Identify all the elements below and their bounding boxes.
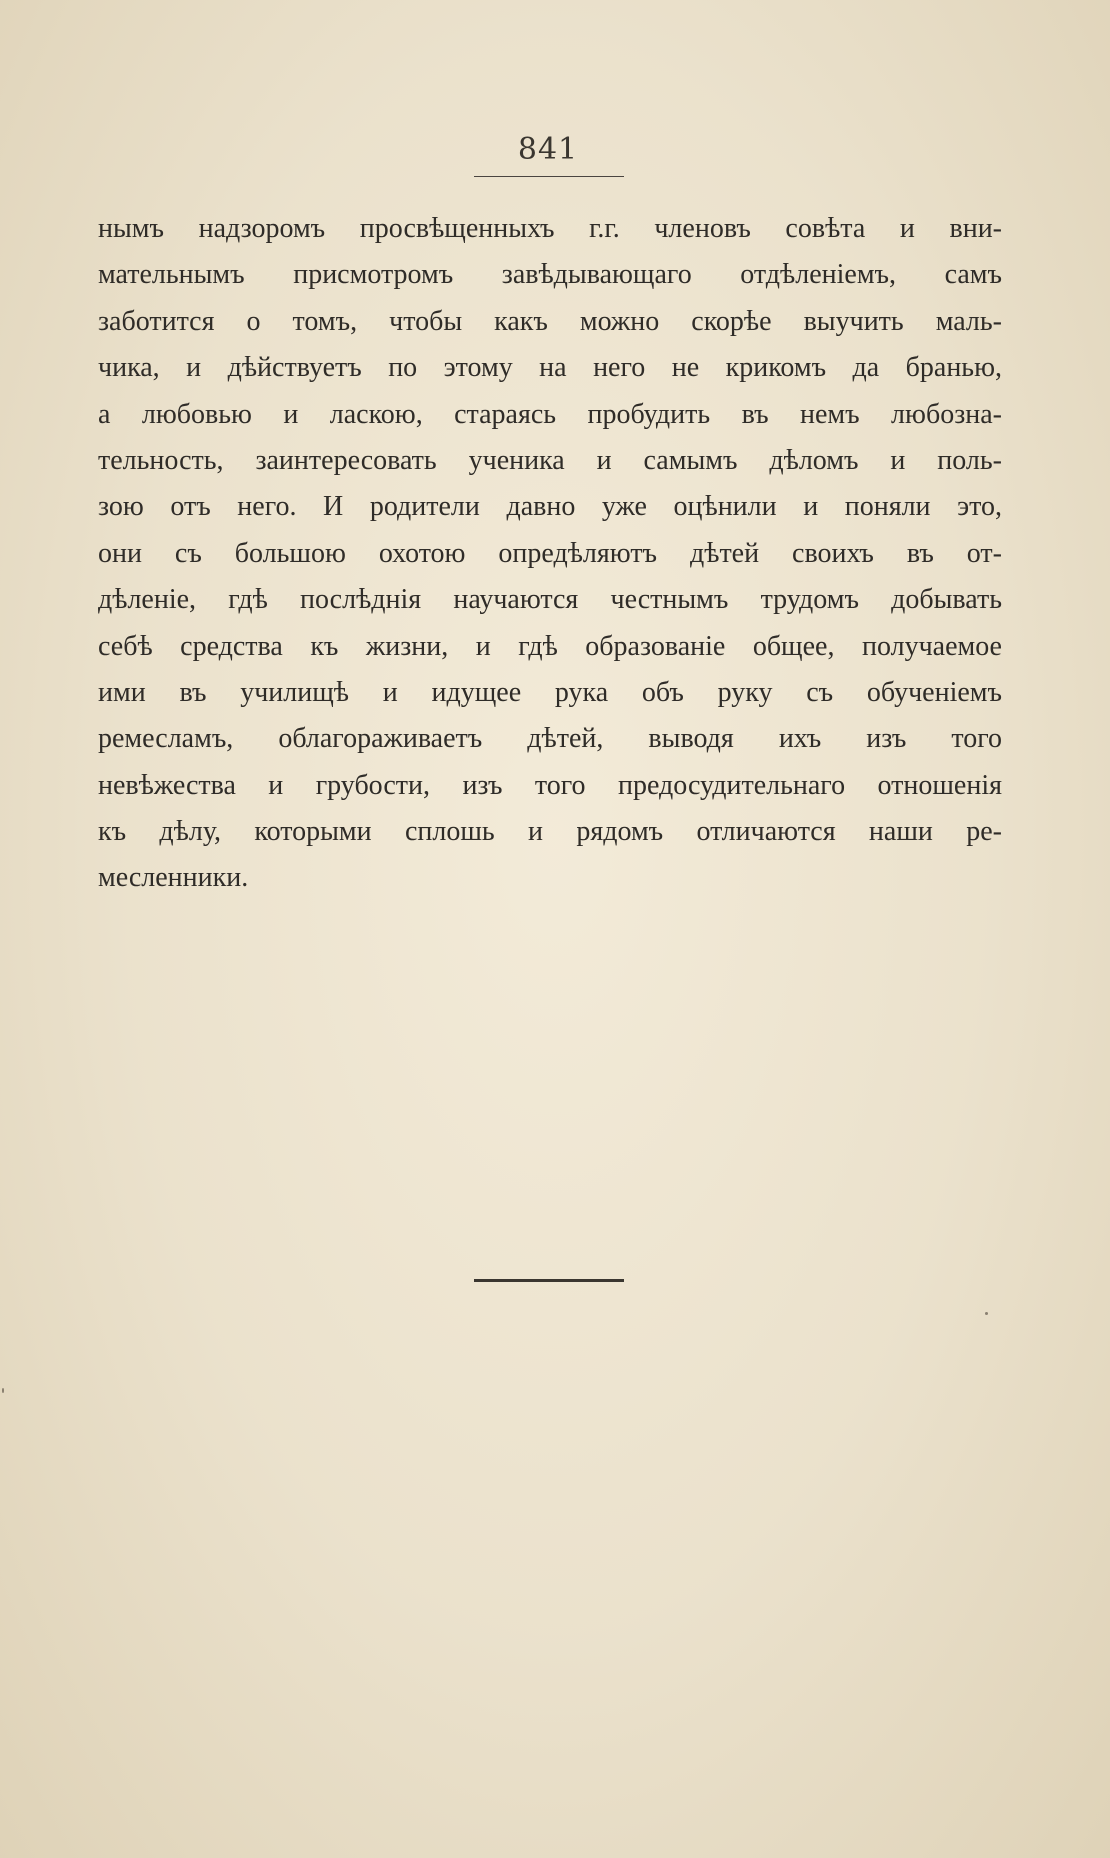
text-line: мательнымъ присмотромъ завѣдывающаго отдѣленіемъ, самъ [98, 259, 1002, 291]
text-line: месленники. [98, 862, 249, 894]
text-line: они съ большою охотою опредѣляютъ дѣтей своихъ въ от- [98, 537, 1002, 569]
page-number: 841 [517, 132, 579, 167]
header-rule [474, 176, 624, 177]
text-line: заботится о томъ, чтобы какъ можно скорѣе выучить маль- [98, 305, 1002, 337]
text-line: ими въ училищѣ и идущее рука объ руку съ обученіемъ [98, 676, 1002, 708]
text-line: дѣленіе, гдѣ послѣднія научаются честнымъ трудомъ добывать [98, 584, 1002, 616]
paper-speck [2, 1388, 4, 1393]
text-line: чика, и дѣйствуетъ по этому на него не крикомъ да бранью, [98, 352, 1002, 384]
body-text [98, 206, 1002, 902]
end-rule [474, 1279, 624, 1282]
text-line: невѣжества и грубости, изъ того предосудительнаго отношенія [98, 769, 1002, 801]
text-line: къ дѣлу, которыми сплошь и рядомъ отличаются наши ре- [98, 816, 1002, 848]
text-line: тельность, заинтересовать ученика и самымъ дѣломъ и поль- [98, 444, 1002, 476]
text-line: а любовью и ласкою, стараясь пробудить въ немъ любозна- [98, 398, 1002, 430]
paper-speck [985, 1312, 988, 1315]
text-line: ремесламъ, облагораживаетъ дѣтей, выводя ихъ изъ того [98, 723, 1002, 755]
text-line: нымъ надзоромъ просвѣщенныхъ г.г. членовъ совѣта и вни- [98, 213, 1002, 244]
text-line: себѣ средства къ жизни, и гдѣ образованіе общее, получаемое [98, 630, 1002, 662]
text-line: зою отъ него. И родители давно уже оцѣнили и поняли это, [98, 491, 1002, 523]
